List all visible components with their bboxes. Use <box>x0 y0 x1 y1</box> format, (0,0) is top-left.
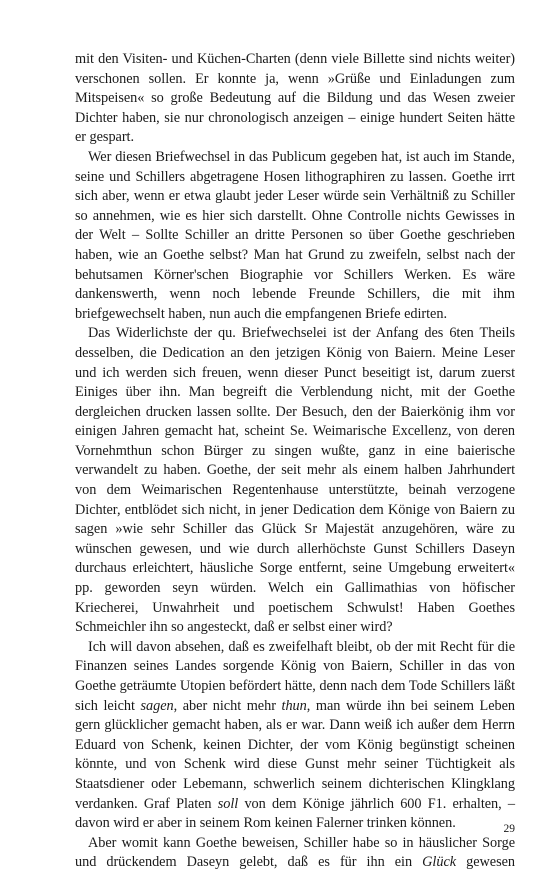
page-number: 29 <box>503 823 515 835</box>
paragraph-4 <box>75 638 515 834</box>
page-body <box>75 50 515 873</box>
emphasis: Glück <box>422 854 457 871</box>
emphasis: thun <box>281 697 307 714</box>
emphasis: soll <box>217 795 239 812</box>
text-run: , aber nicht mehr <box>173 697 282 714</box>
paragraph-3: Das Widerlichste der qu. Briefwechselei ist der Anfang des 6ten Theils desselben, die Dedication an den jetzigen König von Baiern. Meine Leser und ich werden sich freuen, wenn dieser Punct beseitigt ist, darum zuerst Einiges über ihn. Man begreift die Verblendung nicht, mit der Goethe dergleichen drucken lassen sollte. Der Besuch, den der Baierkönig ihm vor einigen Jahren gemacht hat, scheint Se. Weimarische Excellenz, von deren Vornehmthun schon Bürger zu singen wußte, ganz in eine baierische verwandelt zu haben. Goethe, der seit mehr als einem halben Jahrhundert von dem Weimarischen Regentenhause unterstützte, beinah verzogene Dichter, entblödet sich nicht, in jener Dedication dem Könige von Baiern zu sagen »wie sehr Schiller das Glück Sr Majestät anzugehören, wäre zu wünschen gewesen, und wie durch allerhöchste Gunst Schillers Daseyn durchaus erleichtert, häusliche Sorge entfernt, seine Umgebung erweitert« pp. geworden seyn würden. Welch ein Gallimathias von höfischer Kriecherei, Unwahrheit und poetischem Schwulst! Haben Goethes Schmeichler ihn so angesteckt, daß er selbst einer wird? <box>75 325 515 636</box>
text-run: Ich will davon absehen, daß es zweifelhaft bleibt, ob der mit Recht für die Finanzen seines Landes sorgende König von Baiern, Schiller in das von Goethe geträumte Utopien befördert hätte, denn nach dem Tode Schillers läßt sich leicht <box>75 638 515 714</box>
paragraph-5 <box>75 834 515 873</box>
text-run: von dem Könige jährlich 600 F1. erhalten, – davon wird er aber in seinem Rom keinen Falerner trinken können. <box>75 795 515 832</box>
text-run: , man würde ihn bei seinem Leben gern glücklicher gemacht haben, als er war. Dann weiß ich außer dem Herrn Eduard von Schenk, keinen Dichter, der vom König begünstigt scheinen könnte, und von Schenk wird diese Gunst mehr seiner Tüchtigkeit als Staatsdiener oder Lebemann, schwerlich seinem dichterischen Klingklang verdanken. Graf Platen <box>75 697 515 812</box>
text-run: gewesen <box>456 854 515 871</box>
paragraph-2: Wer diesen Briefwechsel in das Publicum gegeben hat, ist auch im Stande, seine und Schillers abgetragene Hosen lithographiren zu lassen. Goethe irrt sich aber, wenn er etwa glaubt jeder Leser würde sein Verhältniß zu Schiller so annehmen, wie es hier sich darstellt. Ohne Controlle nichts Gewisses in der Welt – Sollte Schiller an dritte Personen so über Goethe geschrieben haben, wie an Goethe selbst? Man hat Grund zu zweifeln, selbst nach der behutsamen Körner'schen Biographie vor Schillers Werken. Es wäre dankenswerth, wenn noch lebende Freunde Schillers, die mit ihm briefgewechselt haben, nun auch die empfangenen Briefe edirten. <box>75 148 515 322</box>
paragraph-1: mit den Visiten- und Küchen-Charten (denn viele Billette sind nichts weiter) verschonen sollen. Er konnte ja, wenn »Grüße und Einladungen zum Mitspeisen« so große Bedeutung auf die Bildung und das Wesen zweier Dichter haben, sie nur chronologisch anzeigen – einige hundert Seiten hätte er gespart. <box>75 51 515 146</box>
text-run: Aber womit kann Goethe beweisen, Schiller habe so in häuslicher Sorge und drückendem Daseyn gelebt, daß es für ihn ein <box>75 834 515 871</box>
emphasis: sagen <box>140 697 174 714</box>
